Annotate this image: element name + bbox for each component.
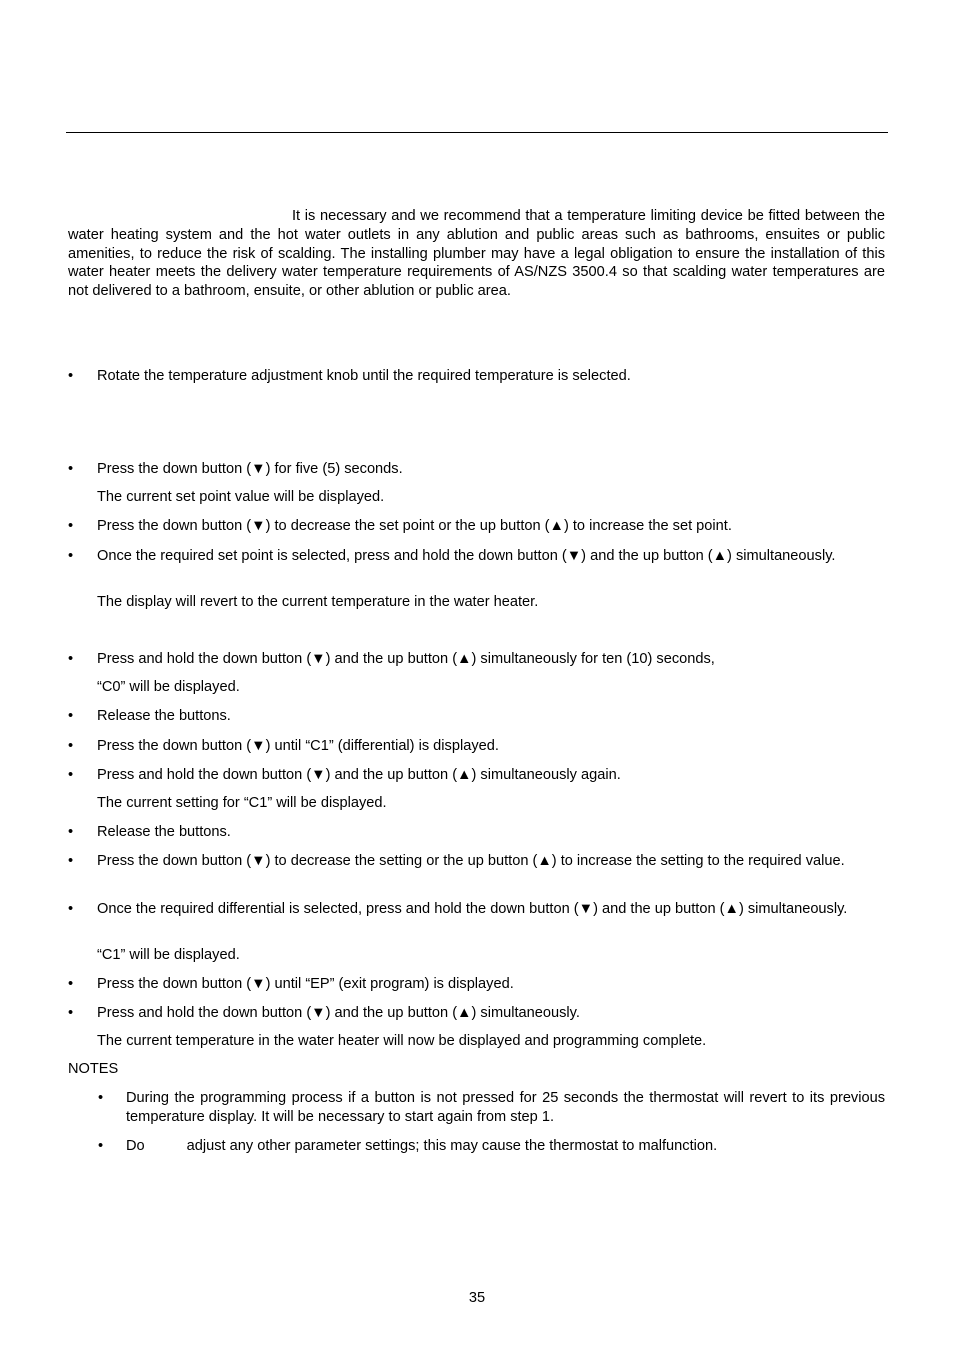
bullet-icon: • [68, 708, 74, 724]
list-item: • Press the down button (▼) to decrease the setting or the up button (▲) to increase the setting to the required value. [68, 853, 845, 869]
bullet-icon: • [68, 368, 74, 384]
step-result: The current set point value will be displayed. [97, 489, 385, 505]
list-item: • Release the buttons. [68, 708, 231, 724]
list-item: • Press and hold the down button (▼) and the up button (▲) simultaneously for ten (10) seconds, [68, 651, 715, 667]
bullet-icon: • [68, 767, 74, 783]
bullet-icon: • [98, 1090, 104, 1106]
list-item: • Press and hold the down button (▼) and the up button (▲) simultaneously. [68, 1005, 580, 1021]
bullet-icon: • [68, 461, 74, 477]
list-item: • Once the required differential is selected, press and hold the down button (▼) and the up button (▲) simultaneously. [68, 901, 848, 917]
list-item: • Press the down button (▼) for five (5) seconds. [68, 461, 403, 477]
list-item: • Press the down button (▼) until “C1” (differential) is displayed. [68, 738, 499, 754]
header-rule [66, 132, 888, 133]
intro-paragraph: It is necessary and we recommend that a temperature limiting device be fitted between the water heating system and the hot water outlets in any ablution and public areas such as bathrooms, ensuites or public amenities, to reduce the risk of scalding. The installing plumber may have a legal obligation to ensure the installation of this water heater meets the delivery water temperature requirements of AS/NZS 3500.4 so that scalding water temperatures are not delivered to a bathroom, ensuite, or other ablution or public area. [68, 208, 885, 300]
note-item: • During the programming process if a button is not pressed for 25 seconds the thermostat will revert to its previous temperature display. It will be necessary to start again from step 1. [98, 1090, 885, 1125]
list-item: • Release the buttons. [68, 824, 231, 840]
bullet-icon: • [68, 651, 74, 667]
bullet-icon: • [68, 548, 74, 564]
bullet-icon: • [68, 976, 74, 992]
step-result: “C0” will be displayed. [97, 679, 240, 695]
step-result: The display will revert to the current temperature in the water heater. [97, 594, 539, 610]
bullet-icon: • [68, 1005, 74, 1021]
note-item: • Do adjust any other parameter settings; this may cause the thermostat to malfunction. [98, 1138, 718, 1154]
list-item: • Rotate the temperature adjustment knob until the required temperature is selected. [68, 368, 631, 384]
step-result: The current temperature in the water heater will now be displayed and programming complete. [97, 1033, 707, 1049]
bullet-icon: • [98, 1138, 104, 1154]
bullet-icon: • [68, 824, 74, 840]
bullet-icon: • [68, 518, 74, 534]
bullet-icon: • [68, 853, 74, 869]
page-number: 35 [468, 1290, 486, 1306]
list-item: • Press and hold the down button (▼) and the up button (▲) simultaneously again. [68, 767, 621, 783]
bullet-icon: • [68, 738, 74, 754]
notes-heading: NOTES [68, 1061, 119, 1077]
list-item: • Press the down button (▼) until “EP” (exit program) is displayed. [68, 976, 514, 992]
step-result: “C1” will be displayed. [97, 947, 240, 963]
step-result: The current setting for “C1” will be displayed. [97, 795, 387, 811]
list-item: • Press the down button (▼) to decrease the set point or the up button (▲) to increase the set point. [68, 518, 732, 534]
list-item: • Once the required set point is selected, press and hold the down button (▼) and the up button (▲) simultaneously. [68, 548, 836, 564]
bullet-icon: • [68, 901, 74, 917]
